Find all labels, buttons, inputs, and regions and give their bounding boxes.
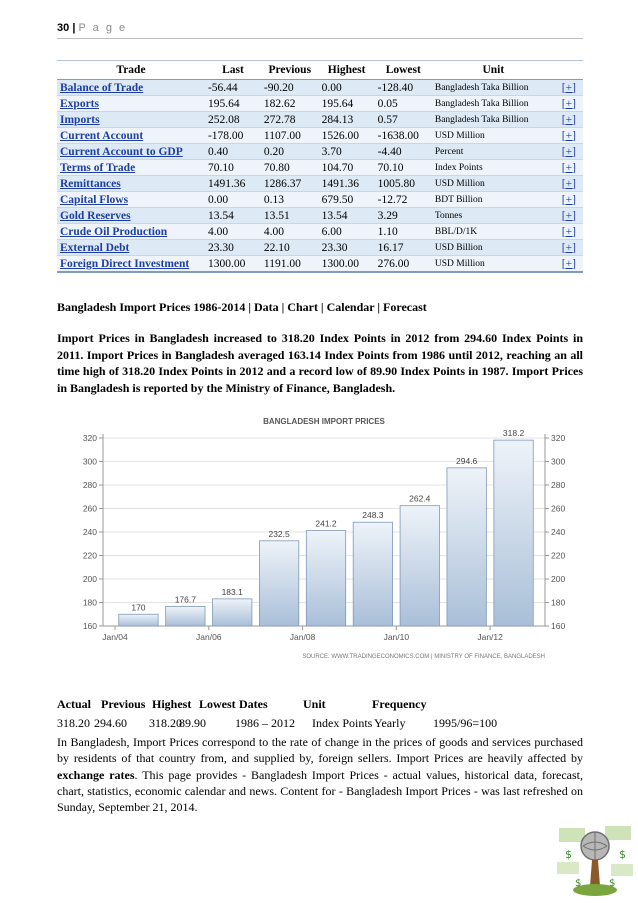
previous-value: -90.20 [261, 80, 319, 96]
summary-header: Frequency [372, 697, 427, 711]
unit-value: USD Million [432, 176, 555, 192]
table-row [57, 160, 583, 176]
indicator-link[interactable]: Current Account [57, 128, 205, 144]
y-tick-label-right: 320 [551, 433, 566, 443]
table-row [57, 224, 583, 240]
previous-value: 22.10 [261, 240, 319, 256]
dollar-sign-icon: $ [619, 848, 626, 861]
summary-value: 294.60 [94, 716, 127, 730]
y-tick-label-left: 220 [82, 550, 97, 561]
banknote-right [605, 826, 631, 840]
trade-table-header [57, 61, 583, 80]
previous-value: 4.00 [261, 224, 319, 240]
last-value: -56.44 [205, 80, 261, 96]
chart-title: BANGLADESH IMPORT PRICES [263, 417, 385, 426]
unit-value: USD Million [432, 256, 555, 273]
summary-value: Yearly [374, 716, 406, 730]
summary-header: Highest [152, 697, 192, 711]
header-separator: | [72, 22, 76, 34]
y-tick-label-right: 280 [551, 480, 566, 490]
bar-value-label: 176.7 [174, 594, 196, 605]
last-value: 0.00 [205, 192, 261, 208]
table-row [57, 256, 583, 273]
last-value: 70.10 [205, 160, 261, 176]
summary-header: Lowest [199, 697, 236, 711]
summary-value: 1995/96=100 [433, 716, 498, 730]
indicator-link[interactable]: Terms of Trade [57, 160, 205, 176]
banknote-lower-left [557, 862, 579, 874]
y-tick-label-right: 160 [551, 621, 566, 631]
summary-header: Dates [239, 697, 268, 711]
intro-paragraph: Import Prices in Bangladesh increased to 318.20 Index Points in 2012 from 294.60 Index Points in 2011. Import Prices in Bangladesh averaged 163.14 Index Points from 1986 until 2012, reaching an all time high of 318.20 Index Points in 2012 and a record low of 89.90 Index Points in 1987. Import Prices in Bangladesh is reported by the Ministry of Finance, Bangladesh. [57, 331, 583, 395]
y-tick-label-left: 240 [82, 527, 97, 537]
highest-value: 23.30 [319, 240, 375, 256]
summary-header: Previous [101, 697, 146, 711]
unit-value: BBL/D/1K [432, 224, 555, 240]
lowest-value: -1638.00 [375, 128, 432, 144]
summary-value: 318.20 [149, 716, 182, 730]
y-tick-label-right: 240 [551, 527, 566, 537]
table-row [57, 112, 583, 128]
page-header [57, 22, 127, 34]
highest-value: 1526.00 [319, 128, 375, 144]
lowest-value: 16.17 [375, 240, 432, 256]
y-tick-label-right: 300 [551, 456, 566, 467]
previous-value: 1191.00 [261, 256, 319, 273]
expand-link[interactable]: [+] [555, 80, 583, 96]
indicator-link[interactable]: Remittances [57, 176, 205, 192]
description-part1: In Bangladesh, Import Prices correspond to the rate of change in the prices of goods and services purchased by residents of that country from, and supplied by, foreign sellers. Import Prices are heavily affected by [57, 735, 583, 766]
banknote-lower-right [611, 864, 633, 876]
dollar-sign-icon: $ [565, 848, 572, 861]
previous-value: 272.78 [261, 112, 319, 128]
last-value: 13.54 [205, 208, 261, 224]
lowest-value: 1.10 [375, 224, 432, 240]
section-title: Bangladesh Import Prices 1986-2014 | Data | Chart | Calendar | Forecast [57, 300, 427, 314]
expand-link[interactable]: [+] [555, 144, 583, 160]
highest-value: 6.00 [319, 224, 375, 240]
column-header: Unit [432, 61, 555, 80]
lowest-value: 1005.80 [375, 176, 432, 192]
bar-2012 [494, 440, 533, 626]
summary-value: 318.20 [57, 716, 90, 730]
expand-link[interactable]: [+] [555, 160, 583, 176]
previous-value: 0.13 [261, 192, 319, 208]
previous-value: 13.51 [261, 208, 319, 224]
lowest-value: -12.72 [375, 192, 432, 208]
highest-value: 1491.36 [319, 176, 375, 192]
highest-value: 195.64 [319, 96, 375, 112]
expand-link[interactable]: [+] [555, 208, 583, 224]
expand-link[interactable]: [+] [555, 240, 583, 256]
bar-2006 [213, 599, 252, 626]
exchange-rates-term: exchange rates [57, 767, 135, 782]
bar-value-label: 232.5 [268, 528, 290, 539]
lowest-value: 0.57 [375, 112, 432, 128]
expand-link[interactable]: [+] [555, 96, 583, 112]
tree-trunk [590, 860, 600, 886]
lowest-value: 276.00 [375, 256, 432, 273]
y-tick-label-left: 320 [82, 433, 97, 443]
indicator-link[interactable]: Crude Oil Production [57, 224, 205, 240]
y-tick-label-right: 260 [551, 503, 566, 514]
bar-2007 [259, 541, 298, 626]
indicator-link[interactable]: Exports [57, 96, 205, 112]
previous-value: 0.20 [261, 144, 319, 160]
last-value: 252.08 [205, 112, 261, 128]
bar-value-label: 248.3 [362, 510, 384, 521]
unit-value: Tonnes [432, 208, 555, 224]
highest-value: 1300.00 [319, 256, 375, 273]
unit-value: Bangladesh Taka Billion [432, 112, 555, 128]
header-rule [57, 38, 583, 39]
indicator-link[interactable]: Current Account to GDP [57, 144, 205, 160]
table-row [57, 96, 583, 112]
money-tree-logo [555, 818, 635, 900]
banknote-left [559, 828, 585, 842]
previous-value: 182.62 [261, 96, 319, 112]
unit-value: USD Million [432, 128, 555, 144]
y-tick-label-left: 200 [82, 574, 97, 584]
indicator-link[interactable]: Foreign Direct Investment [57, 256, 205, 273]
x-tick-label: Jan/12 [477, 632, 503, 642]
last-value: 1491.36 [205, 176, 261, 192]
last-value: -178.00 [205, 128, 261, 144]
previous-value: 1286.37 [261, 176, 319, 192]
x-tick-label: Jan/08 [289, 632, 316, 642]
y-tick-label-left: 180 [82, 597, 97, 608]
lowest-value: -4.40 [375, 144, 432, 160]
chart-source: SOURCE: WWW.TRADINGECONOMICS.COM | MINISTRY OF FINANCE, BANGLADESH [302, 654, 545, 660]
column-header: Highest [319, 61, 375, 80]
bar-2005 [166, 606, 205, 626]
trade-table [57, 60, 583, 273]
import-prices-chart [55, 408, 583, 670]
column-header: Lowest [375, 61, 432, 80]
dollar-sign-icon: $ [609, 878, 616, 889]
highest-value: 104.70 [319, 160, 375, 176]
x-tick-label: Jan/10 [383, 632, 410, 642]
previous-value: 70.80 [261, 160, 319, 176]
bar-value-label: 170 [131, 602, 146, 613]
unit-value: Percent [432, 144, 555, 160]
column-header: Previous [261, 61, 319, 80]
summary-header: Unit [303, 697, 326, 711]
bar-2008 [306, 531, 345, 626]
summary-value: 1986 – 2012 [235, 716, 295, 730]
indicator-link[interactable]: Imports [57, 112, 205, 128]
bar-value-label: 241.2 [315, 518, 337, 529]
previous-value: 1107.00 [261, 128, 319, 144]
highest-value: 679.50 [319, 192, 375, 208]
page-number: 30 [57, 22, 70, 34]
last-value: 0.40 [205, 144, 261, 160]
highest-value: 284.13 [319, 112, 375, 128]
unit-value: Bangladesh Taka Billion [432, 96, 555, 112]
lowest-value: 70.10 [375, 160, 432, 176]
highest-value: 0.00 [319, 80, 375, 96]
unit-value: Bangladesh Taka Billion [432, 80, 555, 96]
indicator-link[interactable]: External Debt [57, 240, 205, 256]
bar-value-label: 262.4 [409, 493, 431, 504]
column-header [555, 61, 583, 80]
indicator-link[interactable]: Capital Flows [57, 192, 205, 208]
bar-2009 [353, 522, 392, 626]
indicator-link[interactable]: Balance of Trade [57, 80, 205, 96]
column-header: Trade [57, 61, 205, 80]
description-part2: . This page provides - Bangladesh Import Prices - actual values, historical data, forecast, chart, statistics, economic calendar and news. Content for - Bangladesh Import Prices - was last refreshed on Sunday, September 21, 2014. [57, 767, 583, 815]
lowest-value: 3.29 [375, 208, 432, 224]
expand-link[interactable]: [+] [555, 112, 583, 128]
y-tick-label-right: 180 [551, 597, 566, 608]
column-header: Last [205, 61, 261, 80]
y-tick-label-left: 260 [82, 503, 97, 514]
expand-link[interactable]: [+] [555, 192, 583, 208]
table-row [57, 80, 583, 96]
bar-value-label: 294.6 [456, 455, 478, 466]
unit-value: USD Billion [432, 240, 555, 256]
x-tick-label: Jan/04 [102, 632, 128, 642]
expand-link[interactable]: [+] [555, 176, 583, 192]
table-row [57, 128, 583, 144]
y-tick-label-left: 160 [82, 621, 97, 631]
page-label: P a g e [78, 22, 128, 34]
expand-link[interactable]: [+] [555, 256, 583, 273]
y-tick-label-left: 280 [82, 480, 97, 490]
lowest-value: 0.05 [375, 96, 432, 112]
table-row [57, 192, 583, 208]
table-row [57, 208, 583, 224]
table-row [57, 176, 583, 192]
table-row [57, 240, 583, 256]
last-value: 1300.00 [205, 256, 261, 273]
y-tick-label-right: 220 [551, 550, 566, 561]
bar-2011 [447, 468, 486, 626]
bar-2010 [400, 506, 439, 626]
last-value: 4.00 [205, 224, 261, 240]
last-value: 195.64 [205, 96, 261, 112]
highest-value: 13.54 [319, 208, 375, 224]
table-row [57, 144, 583, 160]
expand-link[interactable]: [+] [555, 128, 583, 144]
highest-value: 3.70 [319, 144, 375, 160]
bar-value-label: 318.2 [502, 428, 525, 439]
summary-header: Actual [57, 697, 91, 711]
summary-value: Index Points [312, 716, 373, 730]
description-paragraph [57, 734, 583, 815]
last-value: 23.30 [205, 240, 261, 256]
summary-value: 89.90 [179, 716, 206, 730]
dollar-sign-icon: $ [575, 878, 582, 889]
unit-value: Index Points [432, 160, 555, 176]
bar-value-label: 183.1 [221, 586, 243, 597]
expand-link[interactable]: [+] [555, 224, 583, 240]
unit-value: BDT Billion [432, 192, 555, 208]
y-tick-label-left: 300 [82, 456, 97, 467]
lowest-value: -128.40 [375, 80, 432, 96]
x-tick-label: Jan/06 [196, 632, 222, 642]
bar-2004 [119, 614, 158, 626]
indicator-link[interactable]: Gold Reserves [57, 208, 205, 224]
y-tick-label-right: 200 [551, 574, 566, 584]
